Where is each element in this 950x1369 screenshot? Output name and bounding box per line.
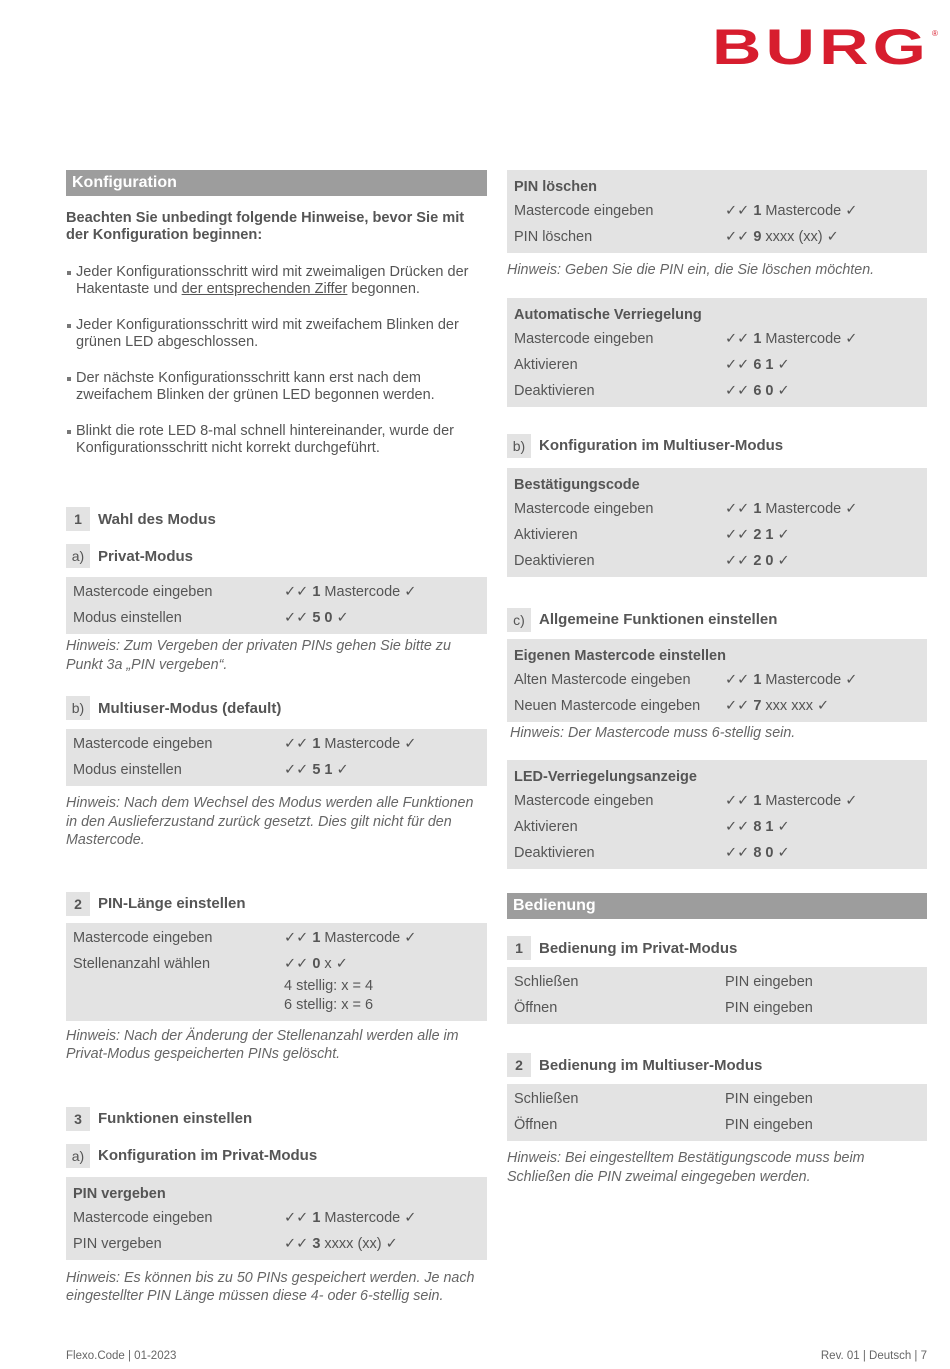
row-label: Stellenanzahl wählen bbox=[73, 955, 211, 972]
table-rows bbox=[507, 1086, 927, 1138]
row-value: PIN eingeben bbox=[725, 974, 813, 990]
table-row bbox=[507, 198, 927, 224]
row-label: Öffnen bbox=[514, 1000, 558, 1016]
table-rows bbox=[507, 326, 927, 404]
table-row bbox=[66, 731, 487, 757]
table-title: PIN vergeben bbox=[73, 1185, 166, 1202]
row-value: ✓✓ 2 1 ✓ bbox=[725, 526, 790, 543]
row-value: ✓✓ 1 Mastercode ✓ bbox=[725, 500, 858, 517]
table-rows bbox=[507, 198, 927, 250]
table-rows bbox=[507, 667, 927, 719]
intro-text: Beachten Sie unbedingt folgende Hinweise, bevor Sie mit der Konfiguration beginnen: bbox=[66, 210, 465, 243]
hint-list bbox=[66, 264, 487, 457]
row-label: Aktivieren bbox=[514, 819, 578, 835]
table-row bbox=[66, 951, 487, 977]
hint-item: Blinkt die rote LED 8-mal schnell hintereinander, wurde der Konfigurationsschritt nicht korrekt durchgeführt. bbox=[66, 423, 487, 457]
substep-letter: a) bbox=[66, 544, 90, 568]
step-number: 2 bbox=[507, 1053, 531, 1077]
section-header-konfiguration: Konfiguration bbox=[66, 170, 487, 196]
table-row bbox=[507, 667, 927, 693]
step-number: 1 bbox=[66, 507, 90, 531]
step-heading-op2 bbox=[507, 1052, 927, 1078]
row-label: Neuen Mastercode eingeben bbox=[514, 697, 701, 714]
hint-item: Jeder Konfigurationsschritt wird mit zweifachem Blinken der grünen LED abgeschlossen. bbox=[66, 317, 487, 351]
step-number: 2 bbox=[66, 892, 90, 916]
row-value: ✓✓ 5 1 ✓ bbox=[284, 762, 349, 778]
row-label: Modus einstellen bbox=[73, 610, 182, 626]
row-value: ✓✓ 2 0 ✓ bbox=[725, 552, 790, 569]
footer-product: Flexo.Code | 01-2023 bbox=[66, 1350, 177, 1362]
table-row bbox=[507, 326, 927, 352]
row-value: ✓✓ 0 x ✓ bbox=[284, 955, 348, 972]
step-heading-2 bbox=[66, 891, 487, 917]
row-value: ✓✓ 1 Mastercode ✓ bbox=[284, 1209, 417, 1226]
table-bedienung-privat bbox=[507, 967, 927, 1024]
table-row bbox=[507, 995, 927, 1021]
option-4-stellig: 4 stellig: x = 4 bbox=[284, 977, 374, 994]
key-code: 1 bbox=[312, 1209, 321, 1226]
row-label: PIN löschen bbox=[514, 229, 593, 245]
row-label: Öffnen bbox=[514, 1117, 558, 1133]
table-row bbox=[66, 925, 487, 951]
key-code: 1 bbox=[753, 330, 762, 347]
table-title: Automatische Verriegelung bbox=[514, 306, 702, 323]
row-value: ✓✓ 5 0 ✓ bbox=[284, 610, 349, 626]
table-bedienung-multiuser bbox=[507, 1084, 927, 1141]
row-label: Mastercode eingeben bbox=[514, 330, 654, 347]
table-row bbox=[507, 224, 927, 250]
table-privat-modus bbox=[66, 577, 487, 634]
substep-heading-3b bbox=[507, 433, 927, 459]
row-value: ✓✓ 6 1 ✓ bbox=[725, 356, 790, 373]
table-multiuser-modus bbox=[66, 729, 487, 786]
substep-title: Konfiguration im Privat-Modus bbox=[98, 1147, 318, 1164]
table-row bbox=[66, 605, 487, 631]
table-bestaetigungscode bbox=[507, 468, 927, 577]
row-value: ✓✓ 1 Mastercode ✓ bbox=[725, 671, 858, 688]
table-title: Bestätigungscode bbox=[514, 476, 640, 493]
row-value: ✓✓ 6 0 ✓ bbox=[725, 382, 790, 399]
hint-text: Jeder Konfigurationsschritt wird mit zweimaligen Drücken der Hakentaste und bbox=[76, 264, 469, 297]
key-code: 6 0 bbox=[753, 382, 774, 399]
substep-letter: a) bbox=[66, 1144, 90, 1168]
table-mastercode bbox=[507, 639, 927, 722]
left-column bbox=[66, 170, 487, 1306]
table-rows bbox=[66, 925, 487, 977]
table-row bbox=[507, 522, 927, 548]
row-label: Mastercode eingeben bbox=[73, 929, 213, 946]
row-label: Mastercode eingeben bbox=[73, 584, 213, 600]
table-row bbox=[507, 548, 927, 574]
row-label: Schließen bbox=[514, 1091, 579, 1107]
table-automatische-verriegelung bbox=[507, 298, 927, 407]
row-label: Mastercode eingeben bbox=[73, 736, 213, 752]
table-row bbox=[507, 378, 927, 404]
key-code: 1 bbox=[753, 203, 762, 219]
hint-item bbox=[66, 264, 487, 298]
row-label: PIN vergeben bbox=[73, 1235, 162, 1252]
note-pin-loeschen: Hinweis: Geben Sie die PIN ein, die Sie löschen möchten. bbox=[507, 262, 875, 278]
key-code: 5 1 bbox=[312, 762, 333, 778]
key-code: 5 0 bbox=[312, 610, 333, 626]
note-bedienung-multiuser: Hinweis: Bei eingestelltem Bestätigungscode muss beim Schließen die PIN zweimal eingegeben werden. bbox=[507, 1150, 865, 1185]
key-code: 0 bbox=[312, 955, 321, 972]
step-number: 3 bbox=[66, 1107, 90, 1131]
substep-title: Multiuser-Modus (default) bbox=[98, 699, 282, 717]
row-value: PIN eingeben bbox=[725, 1000, 813, 1016]
burg-logo bbox=[712, 24, 940, 68]
row-label: Mastercode eingeben bbox=[514, 793, 654, 809]
row-value: ✓✓ 1 Mastercode ✓ bbox=[725, 203, 858, 219]
row-label: Aktivieren bbox=[514, 356, 578, 373]
note-pin-laenge: Hinweis: Nach der Änderung der Stellenanzahl werden alle im Privat-Modus gespeicherten PINs gelöscht. bbox=[66, 1027, 459, 1062]
table-row bbox=[507, 693, 927, 719]
step-heading-op1 bbox=[507, 935, 927, 961]
row-value: ✓✓ 9 xxxx (xx) ✓ bbox=[725, 229, 839, 245]
substep-letter: b) bbox=[507, 434, 531, 458]
step-title: Bedienung im Multiuser-Modus bbox=[539, 1056, 763, 1074]
substep-letter: b) bbox=[66, 696, 90, 720]
row-value: ✓✓ 8 0 ✓ bbox=[725, 845, 790, 861]
note-pin-vergeben: Hinweis: Es können bis zu 50 PINs gespeichert werden. Je nach eingestellter PIN Länge müssen diese 4- oder 6-stellig sein. bbox=[66, 1269, 475, 1304]
table-row bbox=[66, 1205, 487, 1231]
row-label: Deaktivieren bbox=[514, 552, 595, 569]
step-title: Funktionen einstellen bbox=[98, 1110, 253, 1127]
row-value: ✓✓ 1 Mastercode ✓ bbox=[284, 929, 417, 946]
row-label: Deaktivieren bbox=[514, 845, 595, 861]
substep-letter: c) bbox=[507, 608, 531, 632]
step-title: Bedienung im Privat-Modus bbox=[539, 939, 738, 957]
table-rows bbox=[507, 788, 927, 866]
row-value: ✓✓ 1 Mastercode ✓ bbox=[284, 736, 417, 752]
row-value: PIN eingeben bbox=[725, 1117, 813, 1133]
note-multiuser-modus: Hinweis: Nach dem Wechsel des Modus werden alle Funktionen in den Auslieferzustand zurück gesetzt. Dies gilt nicht für den Mastercode. bbox=[66, 795, 474, 848]
table-row bbox=[507, 840, 927, 866]
key-code: 1 bbox=[312, 584, 321, 600]
row-value: ✓✓ 3 xxxx (xx) ✓ bbox=[284, 1235, 398, 1252]
substep-title: Konfiguration im Multiuser-Modus bbox=[539, 437, 784, 454]
table-title: LED-Verriegelungsanzeige bbox=[514, 769, 697, 785]
burg-logo-graphic bbox=[712, 24, 940, 68]
row-value: PIN eingeben bbox=[725, 1091, 813, 1107]
note-privat-modus: Hinweis: Zum Vergeben der privaten PINs gehen Sie bitte zu Punkt 3a „PIN vergeben“. bbox=[66, 638, 451, 673]
key-code: 7 bbox=[753, 697, 762, 714]
key-code: 1 bbox=[753, 671, 762, 688]
key-code: 2 0 bbox=[753, 552, 774, 569]
row-value: ✓✓ 1 Mastercode ✓ bbox=[725, 793, 858, 809]
table-pin-vergeben bbox=[66, 1177, 487, 1260]
row-label: Mastercode eingeben bbox=[514, 500, 654, 517]
right-column bbox=[507, 170, 927, 1186]
substep-heading-1a bbox=[66, 543, 487, 569]
table-rows bbox=[66, 1205, 487, 1257]
option-6-stellig: 6 stellig: x = 6 bbox=[284, 996, 374, 1013]
substep-title: Privat-Modus bbox=[98, 547, 194, 565]
key-code: 1 bbox=[753, 793, 762, 809]
table-row bbox=[507, 352, 927, 378]
row-label: Schließen bbox=[514, 974, 579, 990]
row-label: Mastercode eingeben bbox=[514, 203, 654, 219]
row-value: ✓✓ 1 Mastercode ✓ bbox=[725, 330, 858, 347]
row-label: Deaktivieren bbox=[514, 382, 595, 399]
row-value: ✓✓ 8 1 ✓ bbox=[725, 819, 790, 835]
row-value: ✓✓ 7 xxx xxx ✓ bbox=[725, 697, 830, 714]
hint-text: begonnen. bbox=[347, 281, 420, 297]
table-led-verriegelungsanzeige bbox=[507, 760, 927, 869]
key-code: 1 bbox=[312, 929, 321, 946]
table-row bbox=[66, 1231, 487, 1257]
table-rows bbox=[507, 496, 927, 574]
table-row bbox=[507, 814, 927, 840]
footer-revision: Rev. 01 | Deutsch | 7 bbox=[820, 1350, 927, 1362]
step-heading-1 bbox=[66, 506, 487, 532]
row-value: ✓✓ 1 Mastercode ✓ bbox=[284, 584, 417, 600]
key-code: 6 1 bbox=[753, 356, 774, 373]
table-row bbox=[507, 969, 927, 995]
table-pin-laenge bbox=[66, 923, 487, 1021]
step-title: PIN-Länge einstellen bbox=[98, 895, 246, 912]
key-code: 1 bbox=[312, 736, 321, 752]
substep-heading-3c bbox=[507, 607, 927, 633]
table-row bbox=[507, 1112, 927, 1138]
step-title: Wahl des Modus bbox=[98, 510, 216, 528]
table-row bbox=[66, 579, 487, 605]
substep-heading-1b bbox=[66, 695, 487, 721]
substep-heading-3a bbox=[66, 1143, 487, 1169]
note-mastercode: Hinweis: Der Mastercode muss 6-stellig sein. bbox=[510, 724, 796, 741]
hint-item: Der nächste Konfigurationsschritt kann erst nach dem zweifachem Blinken der grünen LED begonnen werden. bbox=[66, 370, 487, 404]
row-label: Mastercode eingeben bbox=[73, 1209, 213, 1226]
table-row bbox=[66, 757, 487, 783]
table-row bbox=[507, 788, 927, 814]
svg-text:BURG: BURG bbox=[712, 24, 930, 68]
row-label: Aktivieren bbox=[514, 526, 578, 543]
hint-underlined-text: der entsprechenden Ziffer bbox=[181, 281, 348, 297]
table-row bbox=[507, 1086, 927, 1112]
svg-text:®: ® bbox=[932, 29, 938, 38]
key-code: 9 bbox=[753, 229, 762, 245]
key-code: 8 1 bbox=[753, 819, 774, 835]
table-rows bbox=[507, 969, 927, 1021]
step-heading-3 bbox=[66, 1106, 487, 1132]
table-title: Eigenen Mastercode einstellen bbox=[514, 647, 726, 664]
row-label: Modus einstellen bbox=[73, 762, 182, 778]
substep-title: Allgemeine Funktionen einstellen bbox=[539, 611, 778, 628]
row-label: Alten Mastercode eingeben bbox=[514, 671, 691, 688]
key-code: 2 1 bbox=[753, 526, 774, 543]
key-code: 8 0 bbox=[753, 845, 774, 861]
step-number: 1 bbox=[507, 936, 531, 960]
table-row bbox=[507, 496, 927, 522]
table-title: PIN löschen bbox=[514, 179, 597, 195]
key-code: 1 bbox=[753, 500, 762, 517]
table-pin-loeschen bbox=[507, 170, 927, 253]
key-code: 3 bbox=[312, 1235, 321, 1252]
section-header-bedienung: Bedienung bbox=[507, 893, 927, 919]
